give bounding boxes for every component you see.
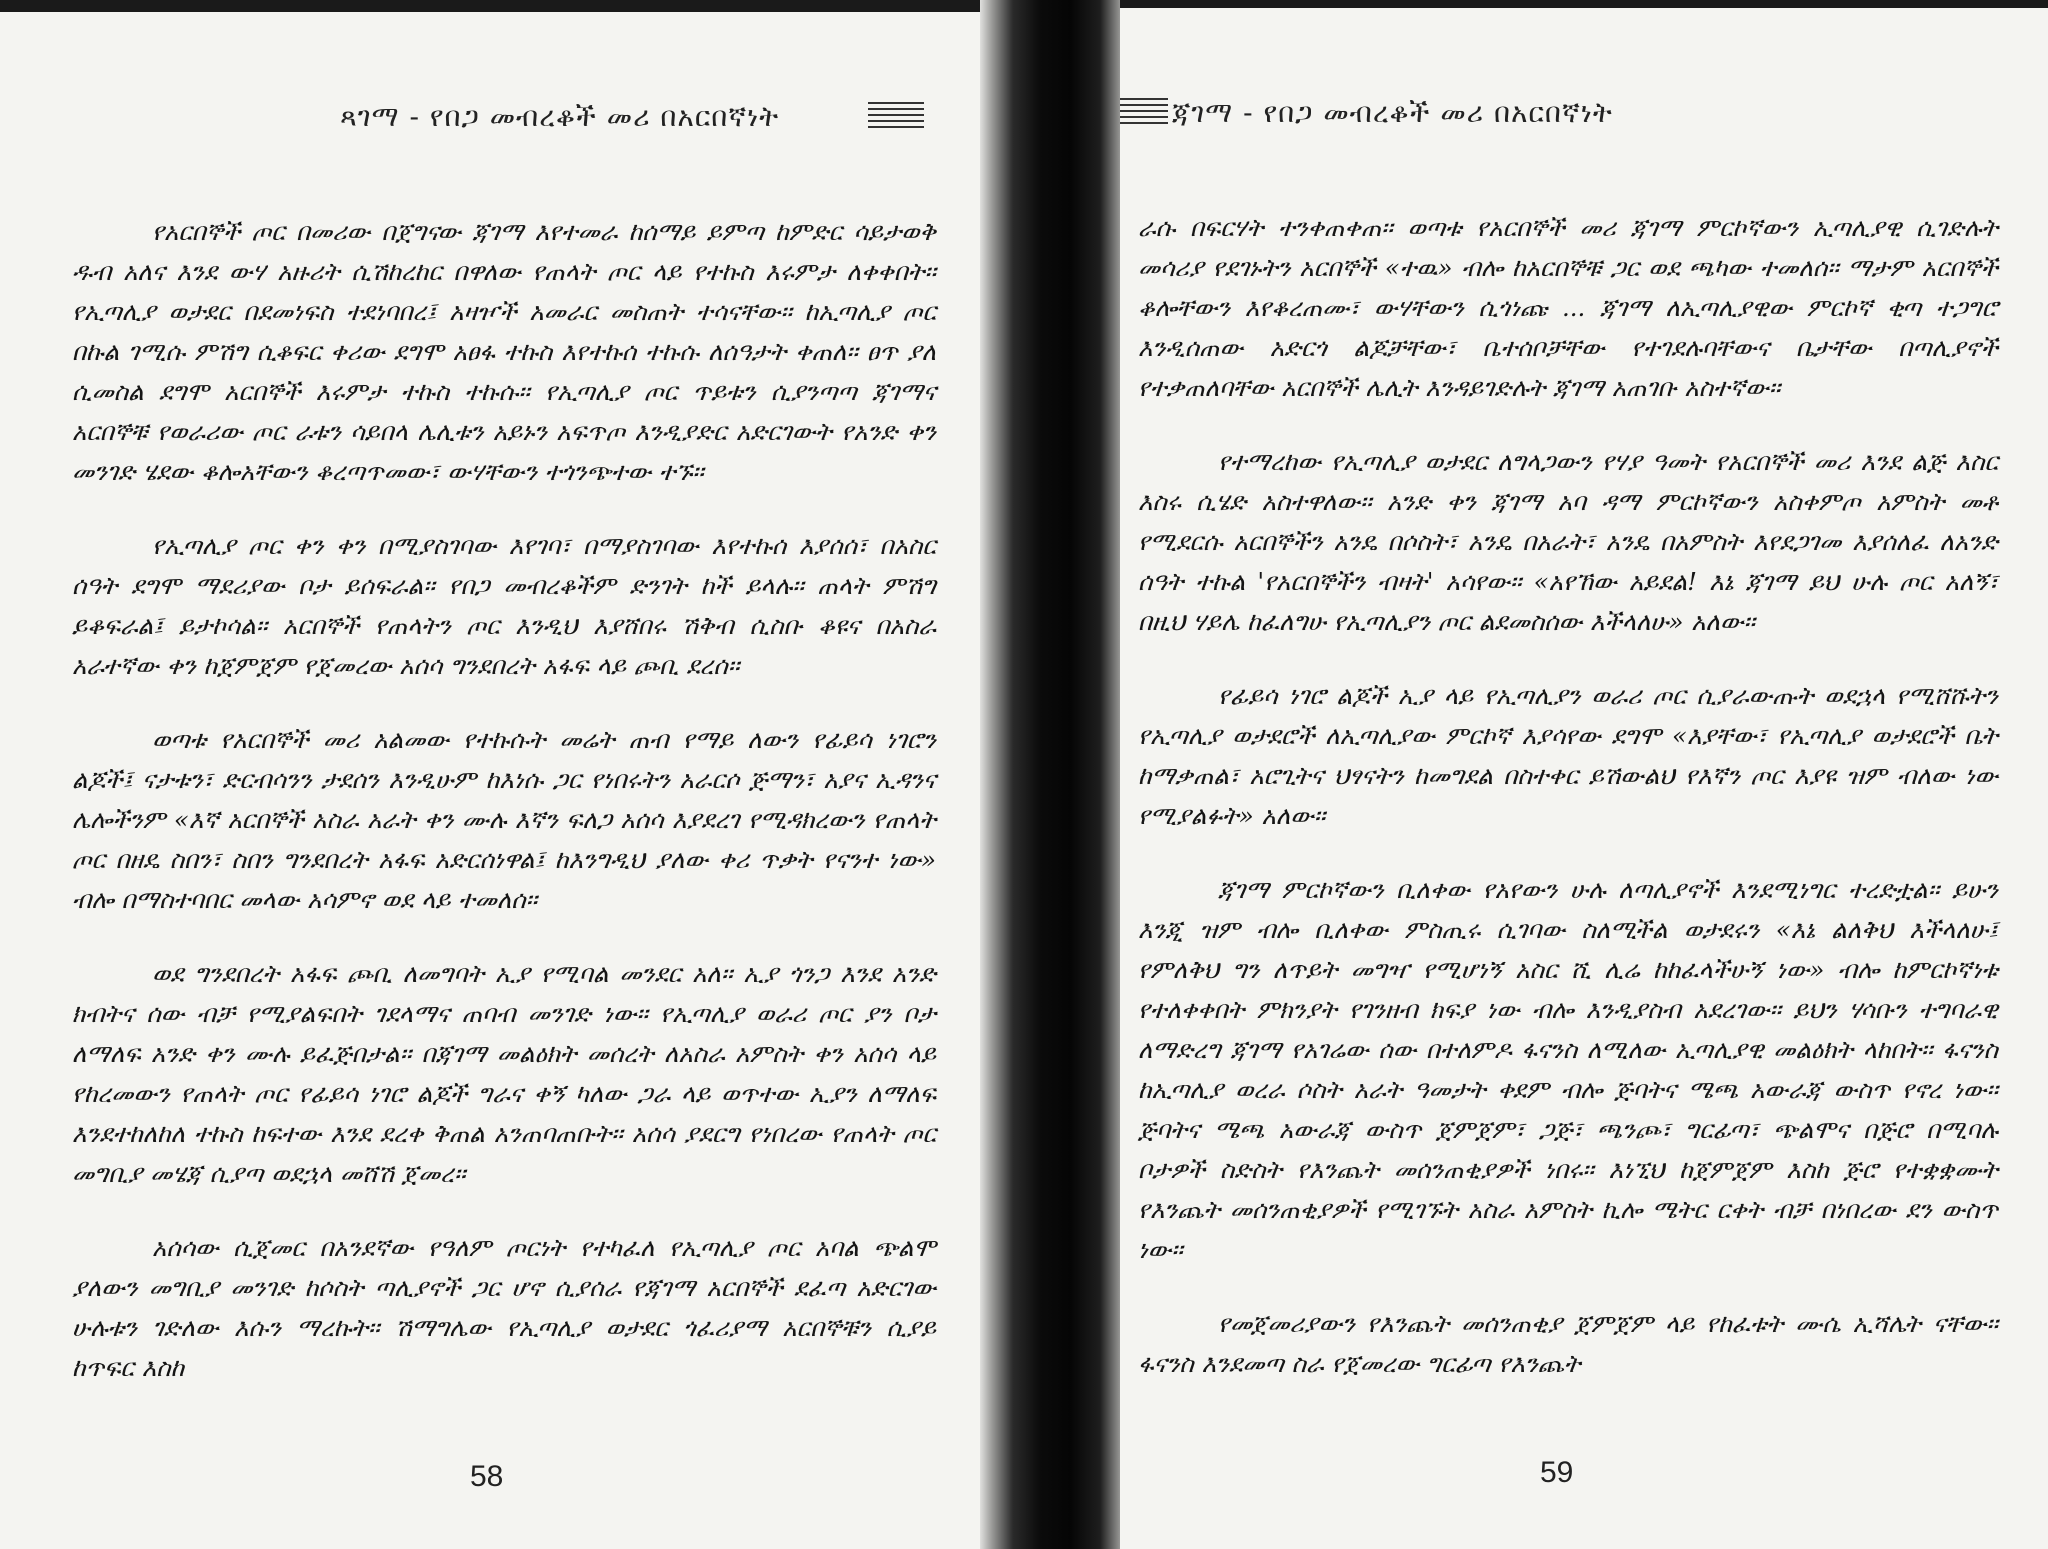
left-paragraph-3: ወጣቱ የአርበኞች መሪ አልመው የተኩሱት መሬት ጠብ የማይ ለውን የፊይሳ ነገሮን ልጆች፤ ናታቱን፣ ድርብሳንን ታደሰን እንዲሁም ከእነሱ ጋር የነበሩትን አራርሶ ጅማን፣ አያና ኢዳንና ሌሎችንም «እኛ አርበኞች አስራ አራት ቀን ሙሉ እኛን ፍለጋ አሰሳ እያደረገ የሚዳክረውን የጠላት ጦር በዘዴ ስበን፣ ስበን ግንደበረት አፋፍ አድርሰነዋል፤ ከእንግዲህ ያለው ቀሪ ጥቃት የናንተ ነው» ብሎ በማስተባበር መላው አሳምኖ ወደ ላይ ተመለሰ፡፡	[72, 725, 936, 914]
left-page-body	[72, 212, 936, 1422]
left-paragraph-4: ወደ ግንደበረት አፋፍ ጮቢ ለመግባት ኢያ የሚባል መንደር አለ፡፡ ኢያ ጎንጋ እንደ አንድ ክብትና ሰው ብቻ የሚያልፍበት ገደላማና ጠባብ መንገድ ነው፡፡ የኢጣሊያ ወራሪ ጦር ያን ቦታ ለማለፍ አንድ ቀን ሙሉ ይፈጅበታል፡፡ በጃገማ መልዕክት መሰረት ለአስራ አምስት ቀን አሰሳ ላይ የከረመውን የጠላት ጦር የፊይሳ ነገሮ ልጆች ግራና ቀኝ ካለው ጋራ ላይ ወጥተው ኢያን ለማለፍ እንደተከለከለ ተኩስ ከፍተው እንደ ደረቀ ቅጠል አንጠባጠቡት፡፡ አሰሳ ያደርግ የነበረው የጠላት ጦር መግቢያ መሄጃ ሲያጣ ወደኋላ መሸሽ ጀመረ፡፡	[72, 959, 936, 1188]
page-number-right: 59	[1540, 1456, 1574, 1489]
right-paragraph-4: ጃገማ ምርኮኛውን ቢለቀው የአየውን ሁሉ ለጣሊያኖች እንደሚነግር ተረድቷል፡፡ ይሁን እንጂ ዝም ብሎ ቢለቀው ምስጢሩ ሲገባው ስለሚችል ወታደሩን «እኔ ልለቅህ እችላለሁ፤ የምለቅህ ግን ለጥይት መግዣ የሚሆነኝ አስር ሺ ሊሬ ከከፈላችሁኝ ነው» ብሎ ከምርኮኛነቱ የተለቀቀበት ምክንያት የገንዘብ ክፍያ ነው ብሎ እንዲያስብ አደረገው፡፡ ይህን ሃሳቡን ተግባራዊ ለማድረግ ጃገማ የአገሬው ሰው በተለምዶ ፋናንስ ለሚለው ኢጣሊያዊ መልዕክት ላከበት፡፡ ፋናንስ ከኢጣሊያ ወረራ ሶስት አራት ዓመታት ቀደም ብሎ ጅባትና ሜጫ አውራጃ ውስጥ የኖረ ነው፡፡ ጅባትና ሜጫ አውራጃ ውስጥ ጀምጀም፣ ጋጅ፣ ጫንጮ፣ ግርፊጣ፣ ጭልሞና በጅሮ በሚባሉ ቦታዎች ስድስት የእንጨት መሰንጠቂያዎች ነበሩ፡፡ እነኚህ ከጀምጀም እስከ ጅሮ የተቋቋሙት የእንጨት መሰንጠቂያዎች የሚገኙት አስራ አምስት ኪሎ ሜትር ርቀት ብቻ በነበረው ደን ውስጥ ነው፡፡	[1138, 875, 1998, 1264]
right-paragraph-5: የመጀመሪያውን የእንጨት መሰንጠቂያ ጀምጀም ላይ የከፈቱት ሙሴ ኢሻሌት ናቸው፡፡ ፋናንስ እንደመጣ ስራ የጀመረው ግርፊጣ የእንጨት	[1138, 1309, 1998, 1378]
running-head-right: ጃገማ - የበጋ መብረቆች መሪ በአርበኛነት	[1172, 96, 1613, 129]
running-head-left: ጻገማ - የበጋ መብረቆች መሪ በአርበኛነት	[340, 100, 780, 133]
left-paragraph-1: የአርበኞች ጦር በመሪው በጀግናው ጃገማ እየተመራ ከሰማይ ይምጣ ከምድር ሳይታወቅ ዱብ አለና እንደ ውሃ አዙሪት ሲሽከረከር በዋለው የጠላት ጦር ላይ የተኩስ እሩምታ ለቀቀበት፡፡ የኢጣሊያ ወታደር በደመነፍስ ተደነባበረ፤ አዛዦች አመራር መስጠት ተሳናቸው፡፡ ከኢጣሊያ ጦር በኩል ገሚሱ ምሽግ ሲቆፍር ቀሪው ደግሞ አፀፋ ተኩስ እየተኩሰ ተኩሱ ለሰዓታት ቀጠለ፡፡ ፀጥ ያለ ሲመስል ደግሞ አርበኞች እሩምታ ተኩስ ተኩሱ፡፡ የኢጣሊያ ጦር ጥይቱን ሲያንጣጣ ጃገማና አርበኞቹ የወራሪው ጦር ራቱን ሳይበላ ሌሊቱን አይኑን አፍጥጦ እንዲያድር አድርገውት የአንድ ቀን መንገድ ሄደው ቆሎአቸውን ቆረጣጥመው፣ ውሃቸውን ተጎንጭተው ተኙ፡፡	[72, 217, 936, 486]
right-page-body	[1138, 208, 1998, 1418]
left-paragraph-2: የኢጣሊያ ጦር ቀን ቀን በሚያስገባው እየገባ፣ በማያስገባው እየተኩሰ እያሰሰ፣ በአስር ሰዓት ደግሞ ማደሪያው ቦታ ይሰፍራል፡፡ የበጋ መብረቆችም ድንገት ከች ይላሉ፡፡ ጠላት ምሽግ ይቆፍራል፤ ይታኮሳል፡፡ አርበኞች የጠላትን ጦር እንዲህ እያሸበሩ ሽቅብ ሲስቡ ቆዩና በአስራ አራተኛው ቀን ከጀምጀም የጀመረው አሰሳ ግንደበረት አፋፍ ላይ ጮቢ ደረሰ፡፡	[72, 531, 936, 680]
ornament-rule-left	[868, 102, 924, 132]
left-paragraph-5: አሰሳው ሲጀመር በአንደኛው የዓለም ጦርነት የተካፈለ የኢጣሊያ ጦር አባል ጭልሞ ያለውን መግቢያ መንገድ ከሶስት ጣሊያኖች ጋር ሆኖ ሲያሰራ የጃገማ አርበኞች ደፈጣ አድርገው ሁሉቱን ገድለው እሱን ማረኩት፡፡ ሽማግሌው የኢጣሊያ ወታደር ጎፈሪያማ አርበኞቹን ሲያይ ከጥፍር እስከ	[72, 1233, 936, 1382]
right-paragraph-1: ራሱ በፍርሃት ተንቀጠቀጠ፡፡ ወጣቱ የአርበኞች መሪ ጃገማ ምርኮኛውን ኢጣሊያዊ ሲገድሉት መሳሪያ የደገኑትን አርበኞች «ተዉ» ብሎ ከአርበኞቹ ጋር ወደ ጫካው ተመለሰ፡፡ ማታም አርበኞች ቆሎቸውን እየቆረጠሙ፣ ውሃቸውን ሲጎነጩ ... ጃገማ ለኢጣሊያዊው ምርኮኛ ቂጣ ተጋግሮ እንዲሰጠው አድርጎ ልጆቻቸው፣ ቤተሰቦቻቸው የተገደሉባቸውና ቤታቸው በጣሊያኖች የተቃጠለባቸው አርበኞች ሌሊት እንዳይገድሉት ጃገማ አጠገቡ አስተኛው፡፡	[1138, 213, 1998, 402]
right-page	[1120, 0, 2048, 1549]
right-paragraph-3: የፊይሳ ነገሮ ልጆች ኢያ ላይ የኢጣሊያን ወራሪ ጦር ሲያራውጡት ወደኋላ የሚሸሹትን የኢጣሊያ ወታደሮች ለኢጣሊያው ምርኮኛ እያሳየው ደግሞ «እያቸው፣ የኢጣሊያ ወታደሮች ቤት ከማቃጠል፣ አሮጊትና ህፃናትን ከመግደል በስተቀር ይሽውልህ የእኛን ጦር እያዩ ዝም ብለው ነው የሚያልፉት» አለው፡፡	[1138, 681, 1998, 830]
book-gutter	[980, 0, 1130, 1549]
right-paragraph-2: የተማረከው የኢጣሊያ ወታደር ለግላጋውን የሃያ ዓመት የአርበኞች መሪ እንደ ልጅ እስር እስሩ ሲሄድ አስተዋለው፡፡ አንድ ቀን ጃገማ አባ ዳማ ምርኮኛውን አስቀምጦ አምስት መቶ የሚደርሱ አርበኞችን አንዴ በሶስት፣ አንዴ በአራት፣ አንዴ በአምስት እየደጋገመ እያሰለፈ ለአንድ ሰዓት ተኩል 'የአርበኞችን ብዛት' አሳየው፡፡ «አየኸው አይደል! እኔ ጃገማ ይህ ሁሉ ጦር አለኝ፣ በዚህ ሃይሌ ከፈለግሁ የኢጣሊያን ጦር ልደመስሰው እችላለሁ» አለው፡፡	[1138, 447, 1998, 636]
ornament-rule-right	[1120, 98, 1168, 128]
page-number-left: 58	[470, 1460, 504, 1493]
left-page	[0, 0, 1000, 1549]
